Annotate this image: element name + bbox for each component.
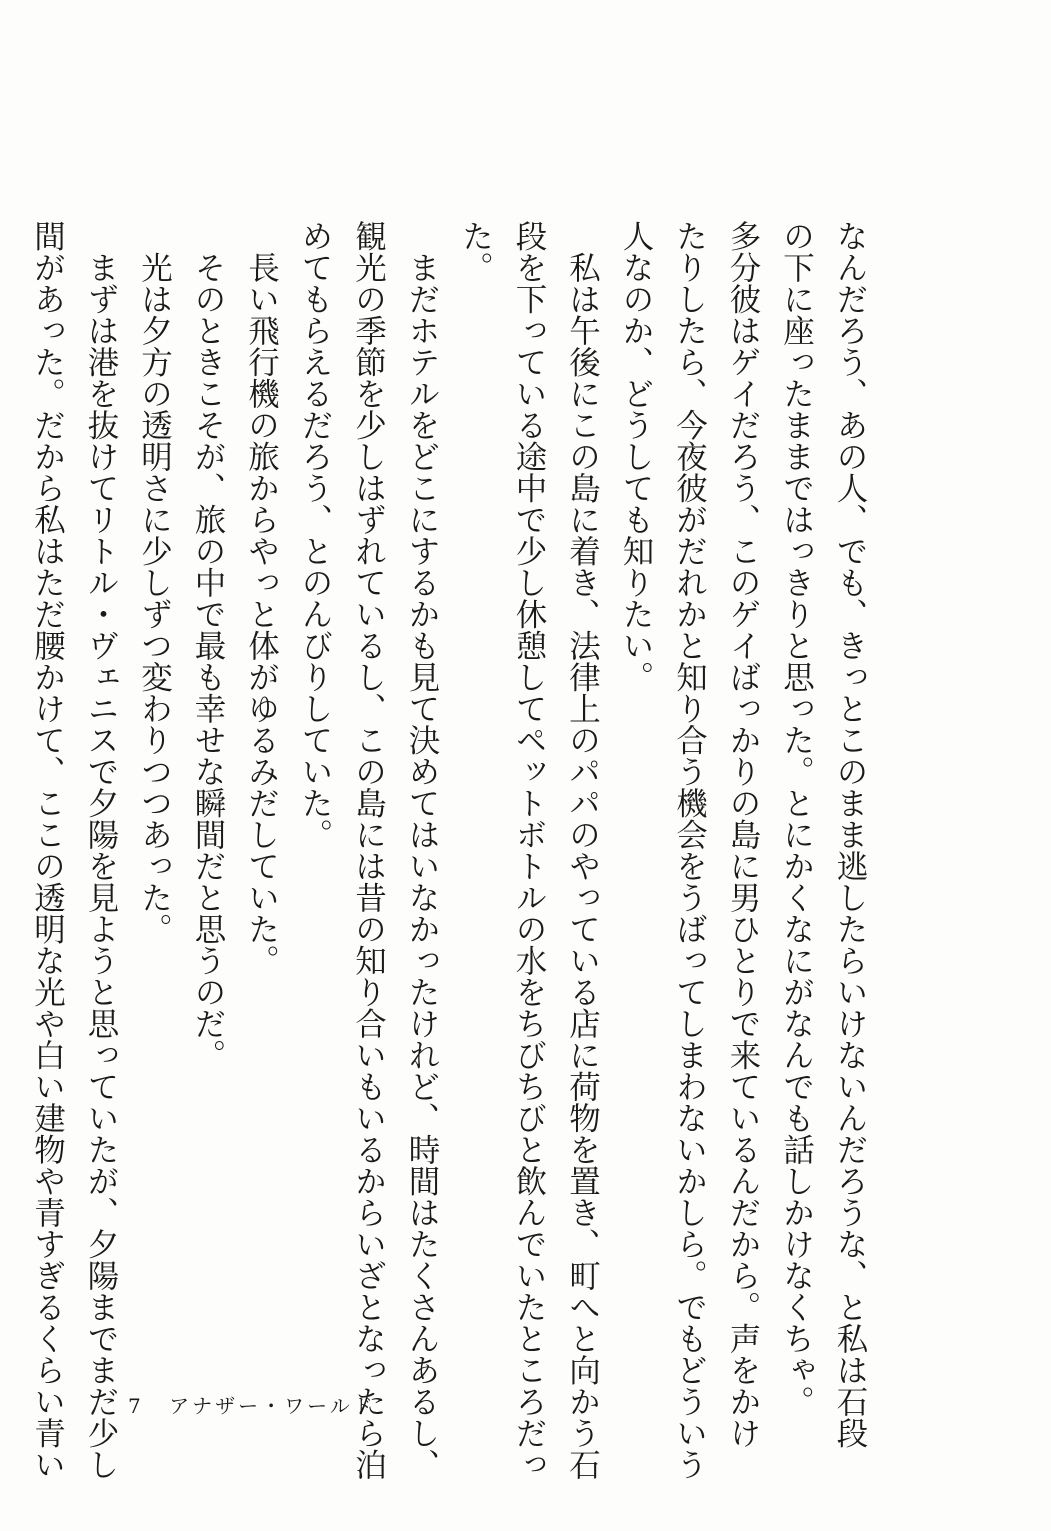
text-line: まずは港を抜けてリトル・ヴェニスで夕陽を見ようと思っていたが、夕陽までまだ少し xyxy=(83,220,119,1480)
text-line: めてもらえるだろう、とのんびりしていた。 xyxy=(297,220,333,850)
text-line: まだホテルをどこにするかも見て決めてはいなかったけれど、時間はたくさんあるし、 xyxy=(404,220,440,1480)
text-line: なんだろう、あの人、でも、きっとこのまま逃したらいけないんだろうな、と私は石段 xyxy=(832,220,868,1449)
text-line: 間があった。だから私はただ腰かけて、ここの透明な光や白い建物や青すぎるくらい青い xyxy=(29,220,66,1480)
text-line: そのときこそが、旅の中で最も幸せな瞬間だと思うのだ。 xyxy=(190,220,226,1071)
text-line: 多分彼はゲイだろう、このゲイばっかりの島に男ひとりで来ているんだから。声をかけ xyxy=(725,220,761,1449)
page-footer xyxy=(128,1390,376,1419)
running-title: アナザー・ワールド xyxy=(169,1394,376,1418)
text-line: 人なのか、どうしても知りたい。 xyxy=(618,220,654,693)
text-line: の下に座ったままではっきりと思った。とにかくなにがなんでも話しかけなくちゃ。 xyxy=(778,220,815,1417)
text-line: 観光の季節を少しはずれているし、この島には昔の知り合いもいるからいざとなったら泊 xyxy=(350,220,387,1480)
text-line: た。 xyxy=(457,220,494,283)
page-number: 7 xyxy=(128,1394,144,1418)
text-line: 段を下っている途中で少し休憩してペットボトルの水をちびちびと飲んでいたところだっ xyxy=(511,220,547,1480)
text-line: 私は午後にこの島に着き、法律上のパパのやっている店に荷物を置き、町へと向かう石 xyxy=(564,220,601,1480)
text-line: 長い飛行機の旅からやっと体がゆるみだしていた。 xyxy=(243,220,280,976)
text-line: たりしたら、今夜彼がだれかと知り合う機会をうばってしまわないかしら。でもどういう xyxy=(671,220,708,1480)
text-line: 光は夕方の透明さに少しずつ変わりつつあった。 xyxy=(136,220,173,945)
